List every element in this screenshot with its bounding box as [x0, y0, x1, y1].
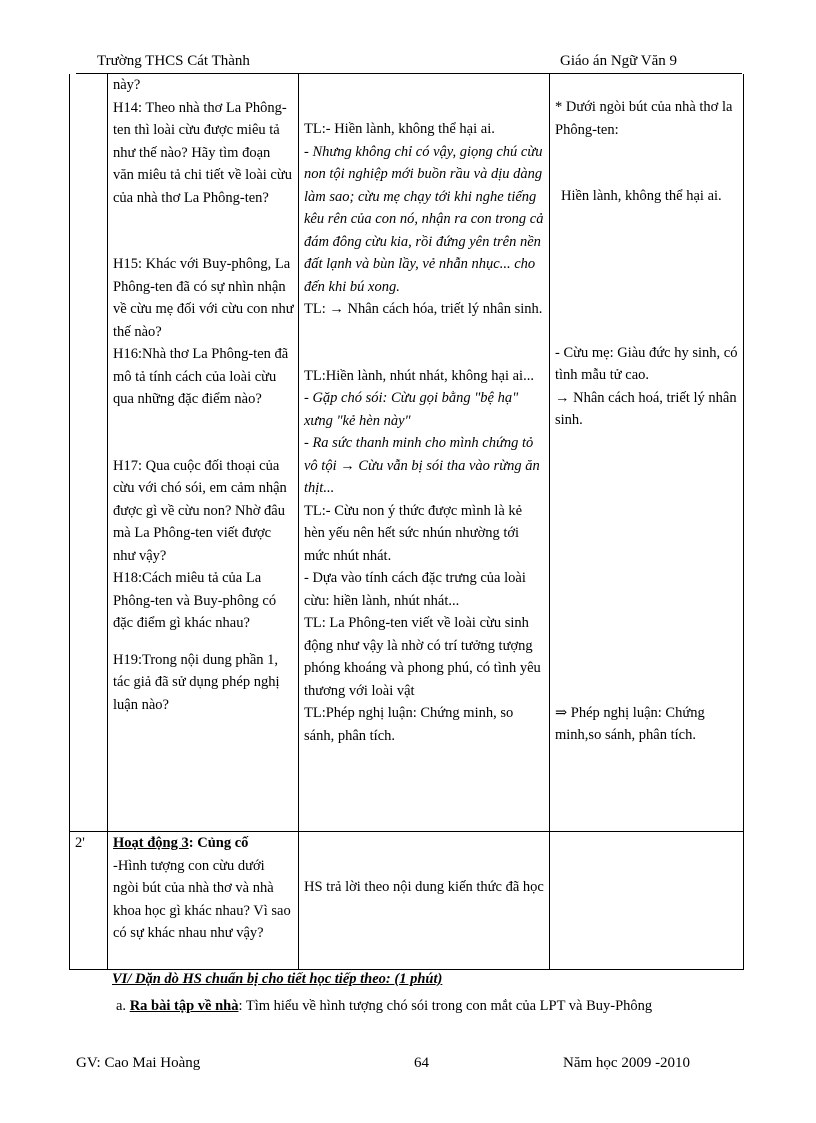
- activity-name: Củng cố: [197, 835, 249, 851]
- homework-text: : Tìm hiểu về hình tượng chó sói trong con mắt của LPT và Buy-Phông: [238, 998, 653, 1014]
- note-intro: * Dưới ngòi bút của nhà thơ la Phông-ten:: [555, 99, 733, 138]
- activity-question: -Hình tượng con cừu dưới ngòi bút của nhà thơ và nhà khoa học gì khác nhau? Vì sao có sự khác nhau như vậy?: [113, 857, 291, 941]
- school-name: Trường THCS Cát Thành: [97, 53, 250, 69]
- answer-h19: TL:Phép nghị luận: Chứng minh, so sánh, phân tích.: [304, 705, 514, 744]
- section-heading: VI/ Dặn dò HS chuẩn bị cho tiết học tiếp theo: (1 phút): [112, 971, 443, 987]
- notes-cell: [550, 74, 744, 832]
- question-cell: [108, 74, 299, 832]
- notes-cell: [550, 832, 744, 970]
- note-personification: → Nhân cách hoá, triết lý nhân sinh.: [555, 389, 737, 428]
- question-h18: H18:Cách miêu tả của La Phông-ten và Buy-phông có đặc điểm gì khác nhau?: [113, 570, 277, 631]
- answer-h15: TL: → Nhân cách hóa, triết lý nhân sinh.: [304, 301, 543, 317]
- answer-h16-detail-1: - Gặp chó sói: Cừu gọi bằng "bệ hạ" xưng "kẻ hèn này": [304, 390, 519, 429]
- question-h17: H17: Qua cuộc đối thoại của cừu với chó sói, em cảm nhận được gì về cừu non? Nhờ đâu mà La Phông-ten viết được như vậy?: [113, 457, 287, 564]
- note-mother-sheep: - Cừu mẹ: Giàu đức hy sinh, có tình mẫu tử cao.: [555, 344, 738, 383]
- note-argument: ⇒ Phép nghị luận: Chứng minh,so sánh, phân tích.: [555, 704, 705, 743]
- answer-h14: TL:- Hiền lành, không thể hại ai.: [304, 121, 495, 137]
- time-cell: 2': [70, 832, 108, 970]
- homework-label: Ra bài tập về nhà: [129, 998, 239, 1014]
- table-row: [70, 832, 744, 970]
- lesson-table: [69, 74, 744, 970]
- answer-cell: [299, 832, 550, 970]
- answer-h16-detail-2: - Ra sức thanh minh cho mình chứng tỏ vô tội → Cừu vẫn bị sói tha vào rừng ăn thịt...: [304, 435, 540, 496]
- question-h15: H15: Khác với Buy-phông, La Phông-ten đã có sự nhìn nhận về cừu mẹ đối với cừu con như thế nào?: [113, 256, 294, 340]
- answer-h18: TL: La Phông-ten viết về loài cừu sinh động như vậy là nhờ có trí tưởng tượng phóng khoáng và phong phú, có tình yêu thương với loài vật: [304, 615, 541, 699]
- time-cell: [70, 74, 108, 832]
- activity-cell: [108, 832, 299, 970]
- answer-cell: [299, 74, 550, 832]
- subject-title: Giáo án Ngữ Văn 9: [560, 53, 677, 69]
- question-h19: H19:Trong nội dung phần 1, tác giả đã sử dụng phép nghị luận nào?: [113, 651, 280, 713]
- answer-h17: TL:- Cừu non ý thức được mình là kẻ hèn yếu nên hết sức nhún nhường tới mức nhút nhát.: [304, 502, 523, 564]
- homework-paragraph: a. Ra bài tập về nhà: Tìm hiểu về hình tượng chó sói trong con mắt của LPT và Buy-Phông: [116, 998, 653, 1014]
- activity-title: Hoạt động 3: [113, 835, 189, 851]
- note-gentle: Hiền lành, không thể hại ai.: [561, 188, 722, 204]
- answer-h16: TL:Hiền lành, nhút nhát, không hại ai...: [304, 367, 534, 384]
- page-number: 64: [414, 1055, 429, 1071]
- question-h13-end: này?: [113, 77, 141, 93]
- activity-separator: :: [188, 835, 194, 851]
- table-row: [70, 74, 744, 832]
- school-year: Năm học 2009 -2010: [563, 1055, 691, 1071]
- question-h14: H14: Theo nhà thơ La Phông-ten thì loài cừu được miêu tả như thế nào? Hãy tìm đoạn văn miêu tả chi tiết về loài cừu của nhà thơ La Phông-ten?: [113, 99, 292, 206]
- teacher-name: GV: Cao Mai Hoàng: [76, 1055, 201, 1071]
- answer-h17-detail: - Dựa vào tính cách đặc trưng của loài cừu: hiền lành, nhút nhát...: [304, 570, 526, 609]
- activity-answer: HS trả lời theo nội dung kiến thức đã học: [304, 879, 544, 895]
- question-h16: H16:Nhà thơ La Phông-ten đã mô tả tính cách của loài cừu qua những đặc điểm nào?: [113, 346, 289, 407]
- answer-h14-detail: - Nhưng không chỉ có vậy, giọng chú cừu non tội nghiệp mới buồn rầu và dịu dàng làm sao; cừu mẹ chạy tới khi nghe tiếng kêu rên của con nó, nhận ra con trong cả đám đông cừu kia, rồi đứng yên trên nền đất lạnh và bùn lầy, vẻ nhẫn nhục... cho đến khi bú xong.: [304, 143, 544, 295]
